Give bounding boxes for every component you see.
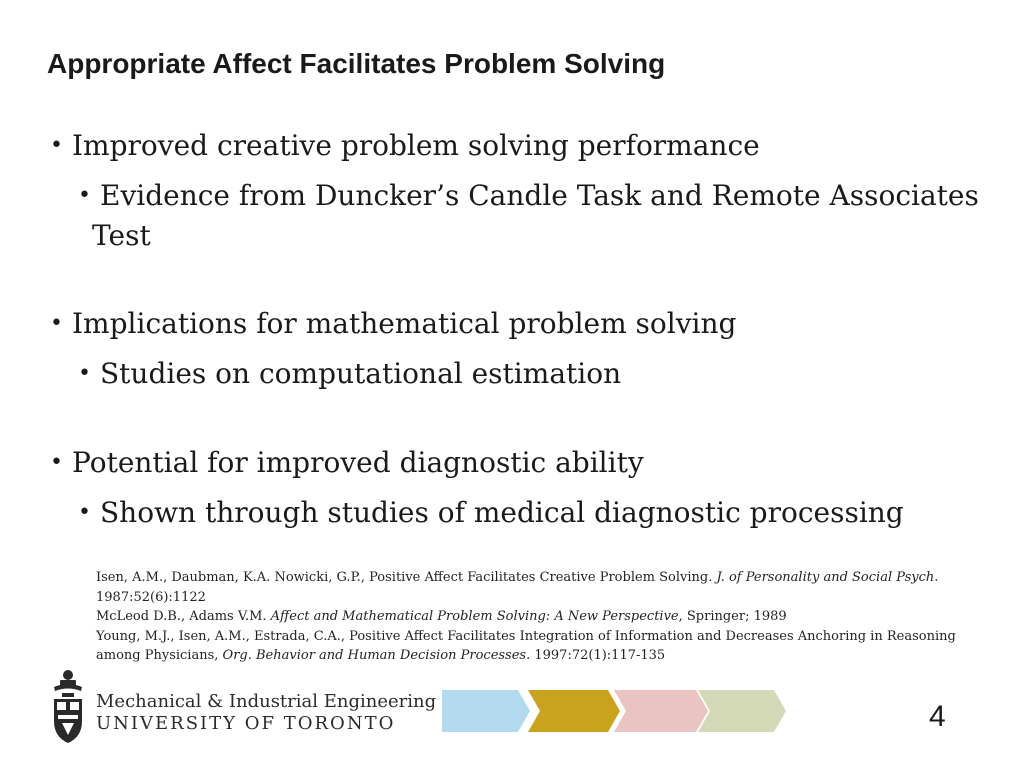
department-name: Mechanical & Industrial Engineering xyxy=(96,691,437,712)
page-number: 4 xyxy=(929,700,946,733)
bullet-dot-icon: • xyxy=(78,500,91,525)
bullet-1 xyxy=(50,126,760,166)
university-logo xyxy=(48,667,437,747)
bullet-dot-icon: • xyxy=(78,183,91,208)
bullet-3 xyxy=(50,443,644,483)
chevron-3 xyxy=(614,690,708,732)
bullet-2 xyxy=(50,304,736,344)
reference-1: Isen, A.M., Daubman, K.A. Nowicki, G.P., Positive Affect Facilitates Creative Problem Solving. J. of Personality and Social Psych. 1987:52(6):1122 xyxy=(96,570,939,605)
bullet-dot-icon: • xyxy=(50,450,63,475)
chevron-4 xyxy=(698,690,786,732)
references xyxy=(96,568,976,666)
bullet-dot-icon: • xyxy=(50,133,63,158)
bullet-dot-icon: • xyxy=(78,361,91,386)
chevron-2 xyxy=(528,690,620,732)
bullet-3-sub-text: Shown through studies of medical diagnostic processing xyxy=(100,496,904,529)
bullet-3-sub xyxy=(78,493,904,533)
bullet-3-text: Potential for improved diagnostic ability xyxy=(72,446,644,479)
bullet-2-sub-text: Studies on computational estimation xyxy=(100,357,622,390)
university-crest-icon xyxy=(48,667,88,747)
bullet-2-sub xyxy=(78,354,621,394)
university-name: UNIVERSITY OF TORONTO xyxy=(96,713,396,734)
bullet-2-text: Implications for mathematical problem solving xyxy=(72,307,737,340)
bullet-dot-icon: • xyxy=(50,311,63,336)
slide-title: Appropriate Affect Facilitates Problem Solving xyxy=(47,48,666,79)
reference-3: Young, M.J., Isen, A.M., Estrada, C.A., Positive Affect Facilitates Integration of Information and Decreases Anchoring in Reasoning among Physicians, Org. Behavior and Human Decision Processes. 1997:72(1):117-135 xyxy=(96,628,956,663)
reference-2: McLeod D.B., Adams V.M. Affect and Mathematical Problem Solving: A New Perspective, Springer; 1989 xyxy=(96,609,787,624)
bullet-1-sub-text: Evidence from Duncker’s Candle Task and Remote Associates xyxy=(100,179,979,212)
chevron-progress-bar xyxy=(442,690,788,732)
chevron-1 xyxy=(442,690,530,732)
bullet-1-text: Improved creative problem solving performance xyxy=(72,129,760,162)
bullet-1-sub xyxy=(78,176,979,216)
bullet-1-sub-continuation: Test xyxy=(92,219,151,252)
